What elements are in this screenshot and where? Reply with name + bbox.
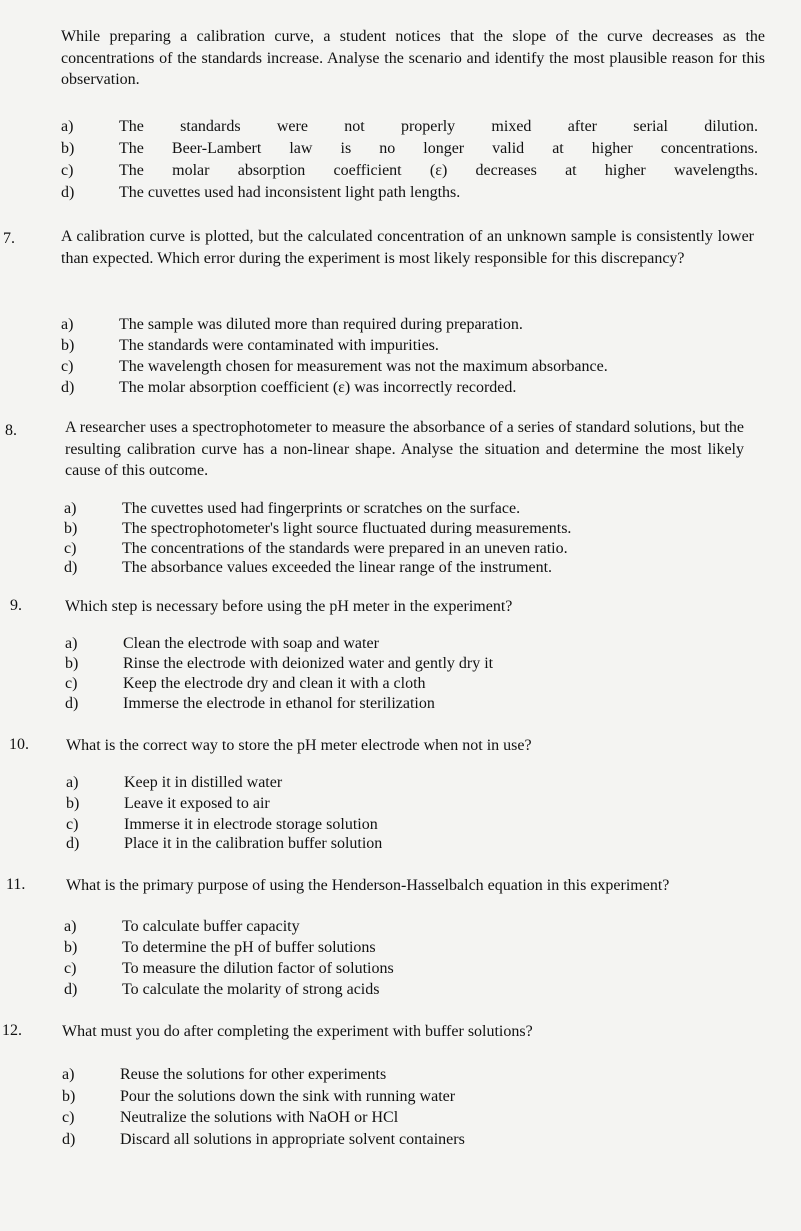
option-label: c) [61, 162, 74, 179]
question-number: 10. [9, 736, 29, 753]
option-text: The wavelength chosen for measurement was not the maximum absorbance. [119, 358, 608, 375]
question-stem: A researcher uses a spectrophotometer to measure the absorbance of a series of standard solutions, but the resulting calibration curve has a non-linear shape. Analyse the situation and determine the most likely cause of this outcome. [65, 419, 744, 479]
option-label: a) [61, 316, 74, 333]
option-label: b) [62, 1088, 76, 1105]
option-text: Clean the electrode with soap and water [123, 635, 379, 652]
option-label: b) [64, 939, 78, 956]
option-label: a) [64, 918, 77, 935]
option-label: b) [64, 520, 78, 537]
option-label: c) [61, 358, 74, 375]
option-label: a) [62, 1066, 75, 1083]
option-text: The Beer-Lambert law is no longer valid at higher concentrations. [119, 140, 758, 157]
option-text: The concentrations of the standards were prepared in an uneven ratio. [122, 540, 568, 557]
option-label: d) [61, 184, 75, 201]
question-number: 11. [6, 876, 26, 893]
option-text: Place it in the calibration buffer solution [124, 835, 383, 852]
option-label: a) [66, 774, 79, 791]
option-text: The cuvettes used had inconsistent light path lengths. [119, 184, 461, 201]
option-text: Keep the electrode dry and clean it with a cloth [123, 675, 426, 692]
option-text: The standards were not properly mixed after serial dilution. [119, 118, 758, 135]
option-text: The standards were contaminated with impurities. [119, 337, 439, 354]
option-text: To calculate the molarity of strong acids [122, 981, 380, 998]
option-label: c) [66, 816, 79, 833]
option-label: d) [61, 379, 75, 396]
option-label: a) [64, 500, 77, 517]
option-text: Discard all solutions in appropriate solvent containers [120, 1131, 465, 1148]
option-text: The absorbance values exceeded the linear range of the instrument. [122, 559, 553, 576]
option-label: c) [62, 1109, 75, 1126]
question-number: 7. [3, 230, 15, 247]
option-text: Leave it exposed to air [124, 795, 270, 812]
option-text: To determine the pH of buffer solutions [122, 939, 376, 956]
option-text: To measure the dilution factor of solutions [122, 960, 394, 977]
option-text: Immerse the electrode in ethanol for sterilization [123, 695, 435, 712]
question-number: 8. [5, 422, 17, 439]
option-text: To calculate buffer capacity [122, 918, 300, 935]
option-text: Immerse it in electrode storage solution [124, 816, 378, 833]
question-stem: While preparing a calibration curve, a student notices that the slope of the curve decreases as the concentrations of the standards increase. Analyse the scenario and identify the most plausible reason for this observation. [61, 28, 765, 88]
question-number: 9. [10, 597, 22, 614]
option-label: a) [61, 118, 74, 135]
option-text: Neutralize the solutions with NaOH or HCl [120, 1109, 399, 1126]
option-label: d) [64, 559, 78, 576]
option-label: d) [66, 835, 80, 852]
option-label: c) [64, 540, 77, 557]
option-label: b) [66, 795, 80, 812]
question-stem: Which step is necessary before using the pH meter in the experiment? [65, 598, 513, 615]
option-label: c) [64, 960, 77, 977]
option-text: The spectrophotometer's light source fluctuated during measurements. [122, 520, 572, 537]
option-label: d) [65, 695, 79, 712]
option-label: b) [61, 337, 75, 354]
option-label: b) [61, 140, 75, 157]
question-stem: A calibration curve is plotted, but the calculated concentration of an unknown sample is consistently lower than expected. Which error during the experiment is most likely responsible for this discrepancy? [61, 228, 754, 267]
option-text: The molar absorption coefficient (ε) decreases at higher wavelengths. [119, 162, 758, 179]
question-stem: What must you do after completing the experiment with buffer solutions? [62, 1023, 533, 1040]
question-number: 12. [2, 1022, 22, 1039]
option-text: The sample was diluted more than required during preparation. [119, 316, 523, 333]
option-text: The cuvettes used had fingerprints or scratches on the surface. [122, 500, 521, 517]
option-label: a) [65, 635, 78, 652]
option-label: b) [65, 655, 79, 672]
option-label: d) [64, 981, 78, 998]
option-label: c) [65, 675, 78, 692]
question-stem: What is the primary purpose of using the Henderson-Hasselbalch equation in this experiment? [66, 877, 670, 894]
option-text: Keep it in distilled water [124, 774, 283, 791]
option-text: The molar absorption coefficient (ε) was incorrectly recorded. [119, 379, 517, 396]
option-text: Pour the solutions down the sink with running water [120, 1088, 456, 1105]
option-text: Reuse the solutions for other experiments [120, 1066, 387, 1083]
option-label: d) [62, 1131, 76, 1148]
option-text: Rinse the electrode with deionized water and gently dry it [123, 655, 494, 672]
question-stem: What is the correct way to store the pH meter electrode when not in use? [66, 737, 532, 754]
